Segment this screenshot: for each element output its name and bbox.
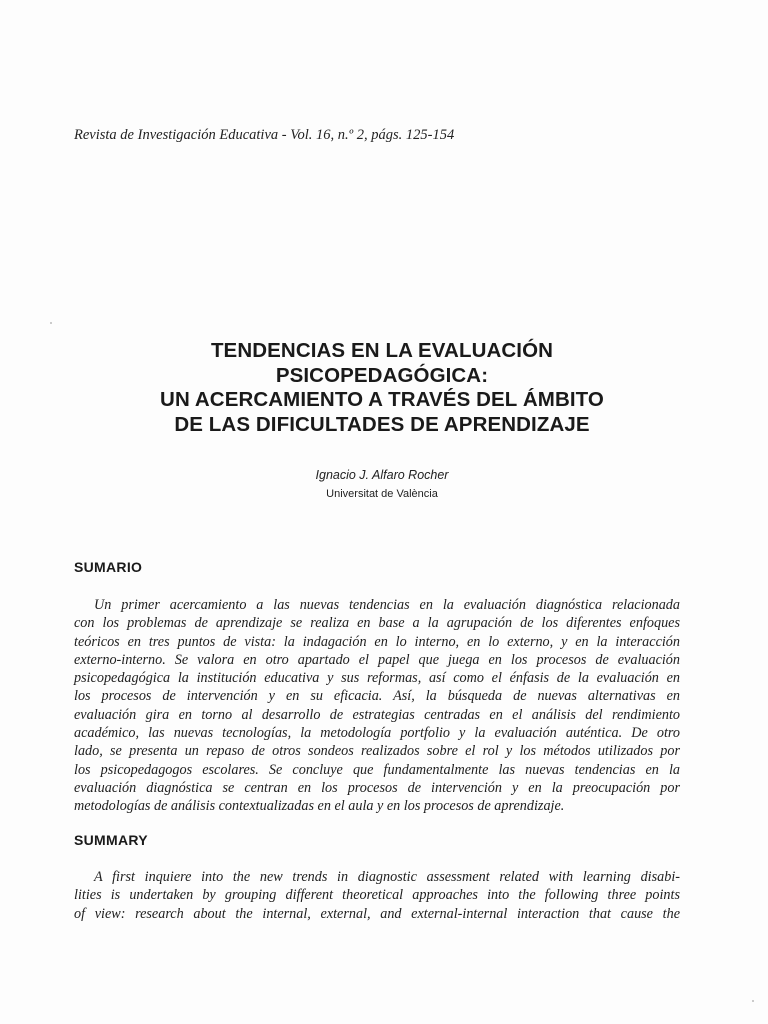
- text-line: of view: research about the internal, external, and external-internal interaction that cause the: [74, 905, 680, 922]
- title-line: UN ACERCAMIENTO A TRAVÉS DEL ÁMBITO: [160, 388, 604, 411]
- author-name: Ignacio J. Alfaro Rocher: [315, 468, 449, 482]
- journal-reference: Revista de Investigación Educativa - Vol. 16, n.º 2, págs. 125-154: [74, 127, 455, 143]
- sumario-paragraph: [74, 596, 680, 816]
- text-line: académico, las nuevas tecnologías, la metodología portfolio y la evaluación auténtica. De otro: [74, 725, 680, 742]
- text-line: los procesos de intervención y en su eficacia. Así, la búsqueda de nuevas alternativas en: [74, 688, 680, 705]
- summary-heading: SUMMARY: [74, 832, 148, 848]
- summary-paragraph: [74, 868, 680, 923]
- scan-speck: [752, 1000, 754, 1002]
- text-line: evaluación diagnóstica se centran en los procesos de intervención y en la preocupación por: [74, 779, 680, 796]
- author-affiliation: Universitat de València: [326, 488, 438, 500]
- text-line: con los problemas de aprendizaje se realiza en base a la agrupación de los diferentes enfoques: [74, 615, 680, 632]
- text-line: A first inquiere into the new trends in diagnostic assessment related with learning disabi-: [94, 869, 680, 885]
- text-line: externo-interno. Se valora en otro apartado el papel que juega en los procesos de evaluación: [74, 651, 680, 668]
- text-line: lado, se presenta un repaso de otros sondeos realizados sobre el rol y los métodos utilizados por: [74, 743, 680, 760]
- scan-speck: [50, 322, 52, 324]
- title-line: DE LAS DIFICULTADES DE APRENDIZAJE: [174, 412, 590, 436]
- title-line: PSICOPEDAGÓGICA:: [275, 363, 489, 387]
- text-line: los psicopedagogos escolares. Se concluye que fundamentalmente las nuevas tendencias en la: [74, 761, 680, 778]
- text-line: metodologías de análisis contextualizadas en el aula y en los procesos de aprendizaje.: [74, 798, 565, 815]
- text-line: psicopedagógica la institución educativa y sus reformas, así como el énfasis de la evaluación en: [74, 670, 680, 687]
- text-line: Un primer acercamiento a las nuevas tendencias en la evaluación diagnóstica relacionada: [94, 597, 680, 613]
- text-line: lities is undertaken by grouping different theoretical approaches into the following three points: [74, 887, 680, 904]
- text-line: teóricos en tres puntos de vista: la indagación en lo interno, en lo externo, y en la interacción: [74, 633, 680, 650]
- sumario-heading: SUMARIO: [74, 559, 143, 575]
- article-title: [74, 339, 690, 437]
- title-line: TENDENCIAS EN LA EVALUACIÓN: [210, 339, 554, 362]
- text-line: evaluación gira en torno al desarrollo de estrategias centradas en el análisis del rendimiento: [74, 706, 680, 723]
